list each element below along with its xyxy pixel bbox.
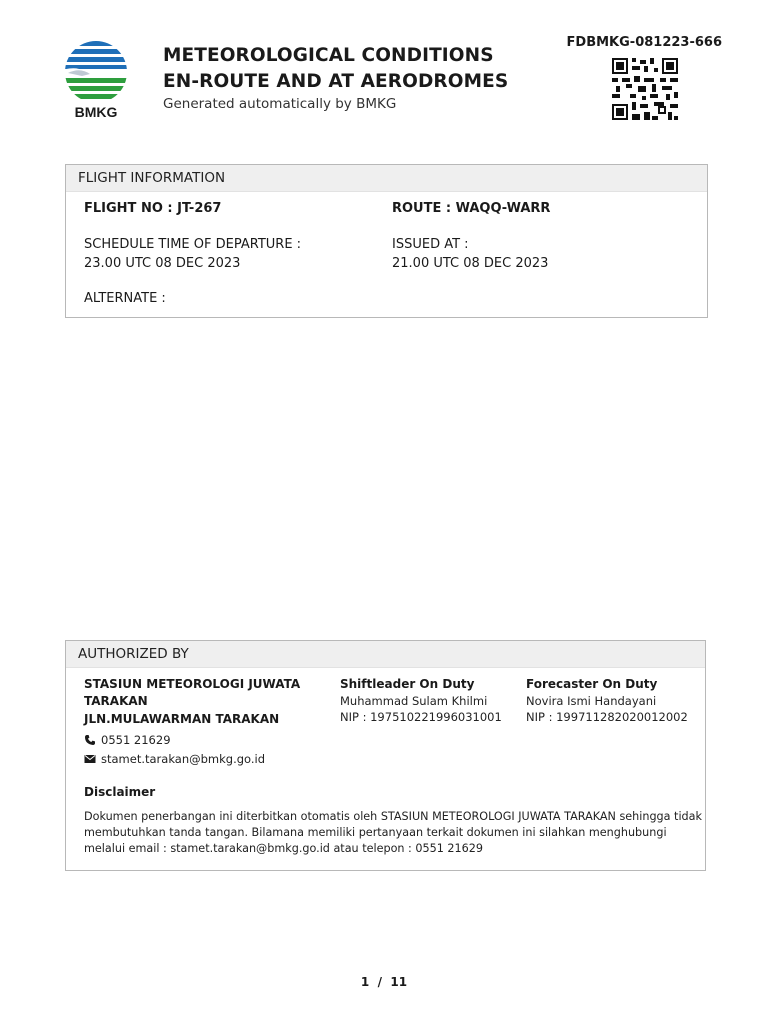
issued-at: [392, 235, 548, 273]
flight-number: FLIGHT NO : JT-267: [84, 201, 222, 216]
station-line-1: STASIUN METEOROLOGI JUWATA: [84, 677, 301, 691]
shiftleader-title: Shiftleader On Duty: [340, 677, 475, 691]
station-name: [84, 676, 300, 728]
page-title: [163, 43, 508, 95]
station-address: JLN.MULAWARMAN TARAKAN: [84, 712, 280, 726]
phone-number: 0551 21629: [101, 733, 171, 747]
shiftleader-name: Muhammad Sulam Khilmi: [340, 694, 488, 708]
disclaimer-line-2: membutuhkan tanda tangan. Bilamana memiliki pertanyaan terkait dokumen ini silahkan menghubungi: [84, 826, 667, 839]
title-line-2: EN-ROUTE AND AT AERODROMES: [163, 71, 509, 92]
station-line-2: TARAKAN: [84, 694, 148, 708]
forecaster-name: Novira Ismi Handayani: [526, 694, 657, 708]
logo-text: BMKG: [74, 104, 118, 120]
alternate: ALTERNATE :: [84, 291, 166, 306]
email-address: stamet.tarakan@bmkg.go.id: [101, 752, 266, 766]
schedule-departure: [84, 235, 301, 273]
disclaimer-text: [84, 809, 702, 857]
forecaster-nip: NIP : 199711282020012002: [526, 710, 688, 724]
issued-label: ISSUED AT :: [392, 237, 469, 252]
page-number: 1 / 11: [360, 975, 408, 989]
qr-code-icon: [612, 58, 678, 120]
authorized-by-heading: AUTHORIZED BY: [66, 641, 705, 668]
phone-icon: [84, 734, 96, 746]
authorized-by-panel: [65, 640, 706, 871]
schedule-value: 23.00 UTC 08 DEC 2023: [84, 256, 241, 271]
email-row: [84, 751, 265, 767]
flight-information-panel: [65, 164, 708, 318]
forecaster-block: [526, 676, 688, 725]
disclaimer-line-1: Dokumen penerbangan ini diterbitkan otomatis oleh STASIUN METEOROLOGI JUWATA TARAKAN sehingga tidak: [84, 810, 702, 823]
route: ROUTE : WAQQ-WARR: [392, 201, 551, 216]
shiftleader-nip: NIP : 197510221996031001: [340, 710, 502, 724]
document-id: FDBMKG-081223-666: [566, 35, 722, 50]
page-subtitle: Generated automatically by BMKG: [163, 96, 397, 112]
disclaimer-line-3: melalui email : stamet.tarakan@bmkg.go.id atau telepon : 0551 21629: [84, 842, 483, 855]
shiftleader-block: [340, 676, 502, 725]
schedule-label: SCHEDULE TIME OF DEPARTURE :: [84, 237, 302, 252]
forecaster-title: Forecaster On Duty: [526, 677, 658, 691]
title-line-1: METEOROLOGICAL CONDITIONS: [163, 45, 494, 66]
disclaimer-title: Disclaimer: [84, 785, 156, 799]
mail-icon: [84, 754, 96, 764]
phone-row: [84, 732, 171, 748]
flight-information-heading: FLIGHT INFORMATION: [66, 165, 707, 192]
issued-value: 21.00 UTC 08 DEC 2023: [392, 256, 549, 271]
